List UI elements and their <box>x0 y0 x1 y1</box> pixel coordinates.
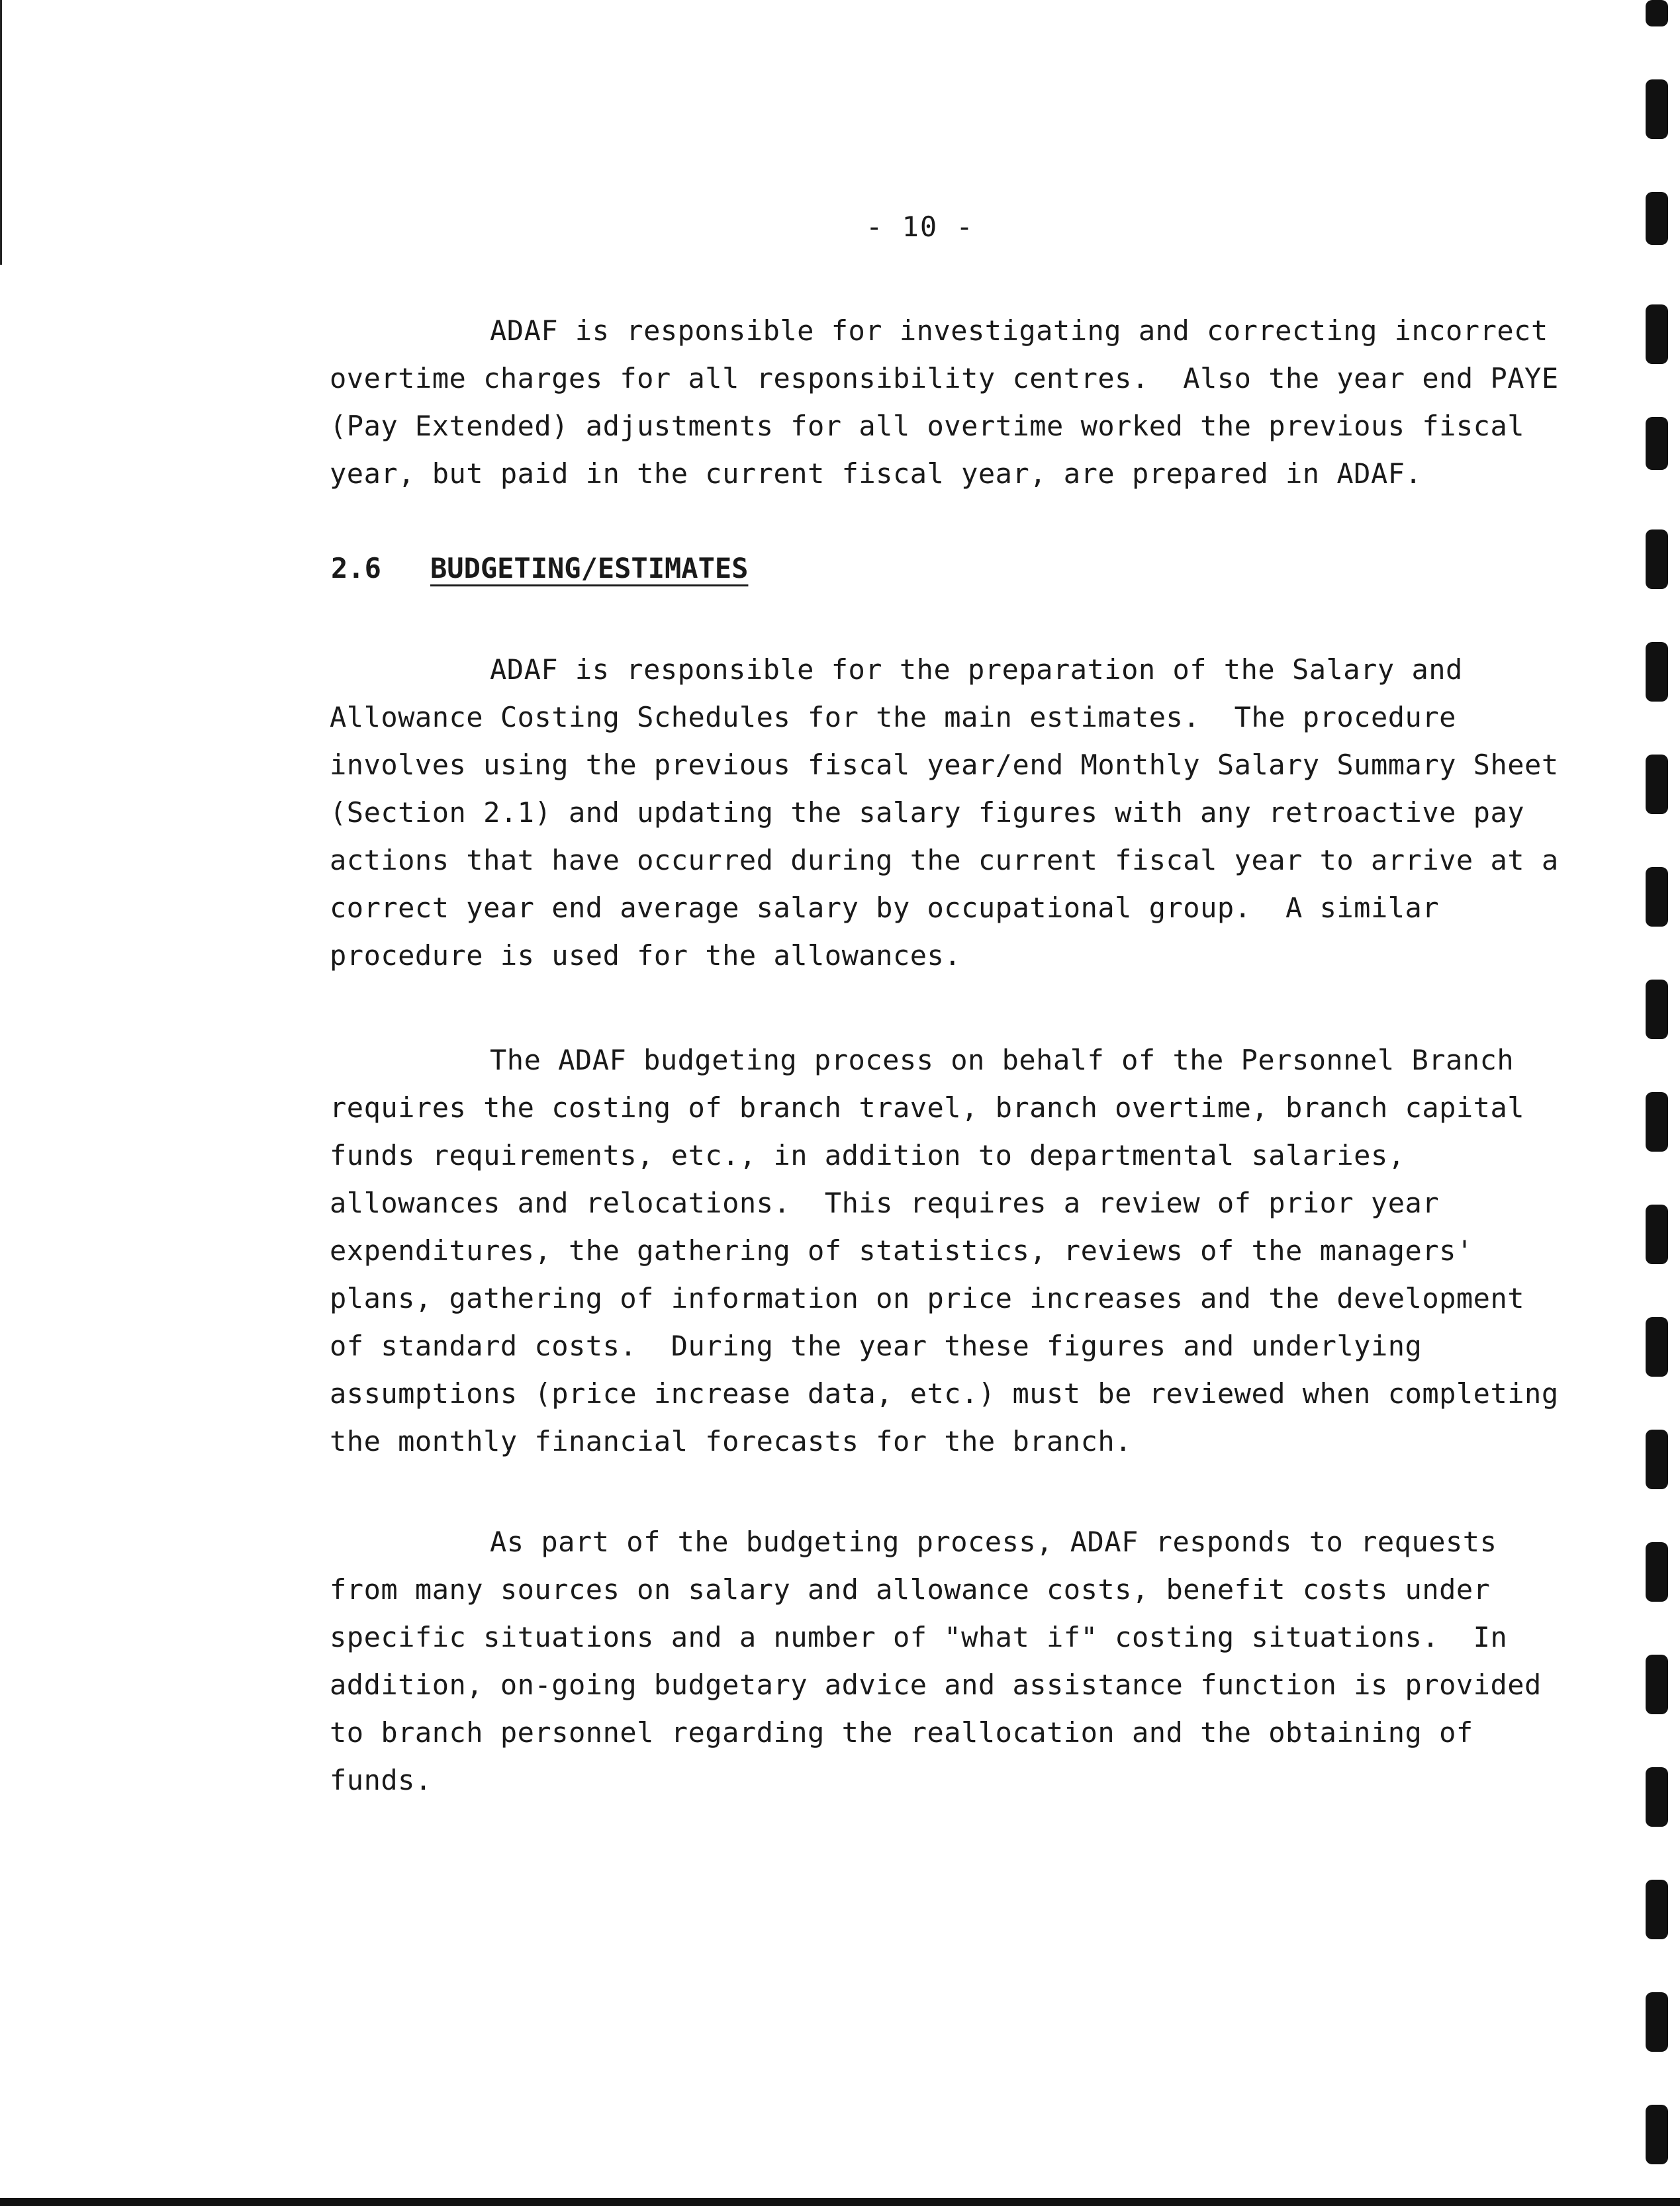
paragraph-line: The ADAF budgeting process on behalf of the Personnel Branch <box>490 1044 1515 1076</box>
binder-hole <box>1646 79 1668 139</box>
paragraph-line: from many sources on salary and allowance costs, benefit costs under <box>330 1573 1491 1606</box>
binder-hole <box>1646 1880 1668 1939</box>
binder-hole <box>1646 1205 1668 1264</box>
paragraph-line: allowances and relocations. This requires a review of prior year <box>330 1187 1440 1219</box>
paragraph-line: of standard costs. During the year these figures and underlying <box>330 1330 1423 1362</box>
paragraph-line: procedure is used for the allowances. <box>330 939 962 972</box>
binder-hole <box>1646 642 1668 702</box>
paragraph-line: (Section 2.1) and updating the salary figures with any retroactive pay <box>330 796 1525 829</box>
paragraph-line: the monthly financial forecasts for the branch. <box>330 1425 1132 1457</box>
binder-hole <box>1646 417 1668 470</box>
binder-hole <box>1646 867 1668 927</box>
paragraph-line: Allowance Costing Schedules for the main estimates. The procedure <box>330 701 1456 733</box>
paragraph-line: actions that have occurred during the current fiscal year to arrive at a <box>330 844 1559 876</box>
binder-hole <box>1646 1992 1668 2052</box>
section-heading <box>331 552 748 584</box>
binder-hole <box>1646 304 1668 364</box>
binder-hole <box>1646 192 1668 245</box>
paragraph-line: expenditures, the gathering of statistics, reviews of the managers' <box>330 1234 1473 1267</box>
paragraph-line: plans, gathering of information on price increases and the development <box>330 1282 1525 1314</box>
paragraph-line: overtime charges for all responsibility centres. Also the year end PAYE <box>330 362 1559 394</box>
paragraph-line: funds. <box>330 1764 432 1796</box>
paragraph-line: assumptions (price increase data, etc.) must be reviewed when completing <box>330 1377 1559 1410</box>
binder-hole <box>1646 1317 1668 1377</box>
intro-paragraph <box>330 307 1559 498</box>
paragraph-line: ADAF is responsible for the preparation of the Salary and <box>490 653 1463 686</box>
paragraph-line: correct year end average salary by occupational group. A similar <box>330 892 1440 924</box>
paragraph-line: funds requirements, etc., in addition to departmental salaries, <box>330 1139 1405 1172</box>
page-number: - 10 - <box>866 210 974 243</box>
page-bottom-edge <box>0 2198 1680 2206</box>
binder-hole <box>1646 1767 1668 1827</box>
paragraph-line: (Pay Extended) adjustments for all overtime worked the previous fiscal <box>330 410 1525 442</box>
paragraph-line: involves using the previous fiscal year/end Monthly Salary Summary Sheet <box>330 749 1559 781</box>
binder-holes <box>1620 0 1680 2206</box>
section-title: BUDGETING/ESTIMATES <box>430 552 749 584</box>
binder-hole <box>1646 0 1668 26</box>
binder-hole <box>1646 980 1668 1039</box>
binder-hole <box>1646 1430 1668 1489</box>
section-number: 2.6 <box>331 552 381 584</box>
paragraph-line: to branch personnel regarding the reallocation and the obtaining of <box>330 1716 1473 1749</box>
page-left-edge <box>0 0 2 265</box>
paragraph-line: addition, on-going budgetary advice and assistance function is provided <box>330 1669 1542 1701</box>
binder-hole <box>1646 1655 1668 1714</box>
budget-paragraph-2 <box>330 1036 1559 1465</box>
paragraph-line: As part of the budgeting process, ADAF responds to requests <box>490 1526 1497 1558</box>
budget-paragraph-1 <box>330 646 1559 980</box>
paragraph-line: year, but paid in the current fiscal year, are prepared in ADAF. <box>330 457 1423 490</box>
binder-hole <box>1646 529 1668 589</box>
binder-hole <box>1646 755 1668 814</box>
paragraph-line: specific situations and a number of "what if" costing situations. In <box>330 1621 1508 1653</box>
binder-hole <box>1646 2105 1668 2164</box>
budget-paragraph-3 <box>330 1518 1542 1804</box>
paragraph-line: requires the costing of branch travel, branch overtime, branch capital <box>330 1091 1525 1124</box>
paragraph-line: ADAF is responsible for investigating and correcting incorrect <box>490 314 1548 347</box>
binder-hole <box>1646 1092 1668 1152</box>
binder-hole <box>1646 1542 1668 1602</box>
